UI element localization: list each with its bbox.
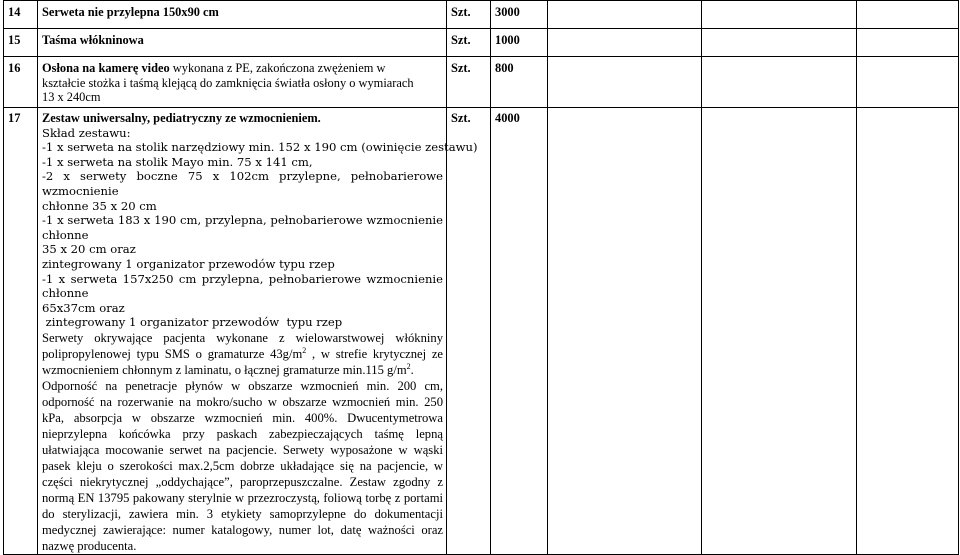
item-text: -1 x serweta na stolik narzędziowy min. 152 x 190 cm (owinięcie zestawu) (42, 140, 478, 155)
item-name: Osłona na kamerę video (42, 61, 170, 75)
item-paragraph: Odporność na penetracje płynów w obszarze wzmocnień min. 200 cm, odporność na rozerwanie na mokro/sucho w obszarze wzmocnień min. 250 kPa, absorpcja w obszarze wzmocnień min. 400%. Dwucentymetrowa nieprzylepna końcówka przy paskach zabezpieczających taśmę lepną ułatwiająca mocowanie serwet na pacjencie. Serwety wyposażone w wąski pasek kleju o szerokości max.2,5cm dobrze układające się na pacjencie, w części niekrytycznej „oddychające”, paroprzepuszczalne. Zestaw zgodny z normą EN 13795 pakowany sterylnie w przezroczystą, foliową torbę z portami do sterylizacji, zawiera min. 3 etykiety samoprzylepne do dokumentacji medycznej zawierające: numer katalogowy, numer lot, datę ważności oraz nazwę producenta. (42, 378, 443, 553)
row-number: 15 (4, 29, 38, 57)
table-row (4, 57, 959, 108)
row-number: 14 (4, 1, 38, 29)
empty-cell (857, 108, 959, 555)
empty-cell (702, 1, 857, 29)
item-text: -1 x serweta 183 x 190 cm, przylepna, pełnobarierowe wzmocnienie chłonne (42, 213, 443, 242)
empty-cell (702, 57, 857, 108)
empty-cell (857, 1, 959, 29)
table-row (4, 108, 959, 555)
item-text: Skład zestawu: (42, 125, 131, 140)
item-text: -1 x serweta na stolik Mayo min. 75 x 141 cm, (42, 154, 313, 169)
item-name: Zestaw uniwersalny, pediatryczny ze wzmocnieniem. (42, 111, 321, 125)
item-text: 65x37cm oraz (42, 300, 125, 315)
empty-cell (548, 29, 702, 57)
item-name: Taśma włókninowa (38, 29, 447, 57)
empty-cell (702, 29, 857, 57)
item-text: Serwety okrywające pacjenta wykonane z wielowarstwowej włókniny polipropylenowej typu SMS o gramaturze 43g/m (42, 330, 443, 361)
superscript: 2 (406, 361, 411, 371)
quantity: 1000 (491, 29, 548, 57)
quantity: 3000 (491, 1, 548, 29)
item-paragraph (42, 330, 443, 378)
empty-cell (548, 57, 702, 108)
item-text: -1 x serweta 157x250 cm przylepna, pełnobarierowe wzmocnienie chłonne (42, 271, 443, 301)
item-text: 13 x 240cm (42, 90, 101, 105)
item-text: . (410, 362, 414, 377)
item-text: kształcie stożka i taśmą klejącą do zamknięcia światła osłony o wymiarach (42, 75, 414, 90)
table-row (4, 29, 959, 57)
empty-cell (548, 1, 702, 29)
table-row (4, 1, 959, 29)
unit: Szt. (447, 57, 491, 108)
unit: Szt. (447, 29, 491, 57)
item-text: wykonana z PE, zakończona zwężeniem w (169, 61, 386, 75)
item-text: chłonne 35 x 20 cm (42, 198, 157, 213)
superscript: 2 (302, 345, 307, 355)
items-table (3, 0, 959, 555)
item-description (38, 57, 447, 108)
item-name: Serweta nie przylepna 150x90 cm (38, 1, 447, 29)
row-number: 16 (4, 57, 38, 108)
item-text: , w strefie krytycznej ze wzmocnieniem chłonnym z laminatu, o łącznej gramaturze min.115 g/m (42, 346, 444, 377)
empty-cell (857, 29, 959, 57)
item-text: zintegrowany 1 organizator przewodów typu rzep (42, 256, 335, 271)
empty-cell (548, 108, 702, 555)
unit: Szt. (447, 1, 491, 29)
unit: Szt. (447, 108, 491, 555)
row-number: 17 (4, 108, 38, 555)
item-text: zintegrowany 1 organizator przewodów typu rzep (42, 315, 343, 330)
item-text: 35 x 20 cm oraz (42, 242, 136, 257)
empty-cell (857, 57, 959, 108)
quantity: 800 (491, 57, 548, 108)
item-text: -2 x serwety boczne 75 x 102cm przylepne, pełnobarierowe wzmocnienie (42, 169, 443, 198)
empty-cell (702, 108, 857, 555)
quantity: 4000 (491, 108, 548, 555)
